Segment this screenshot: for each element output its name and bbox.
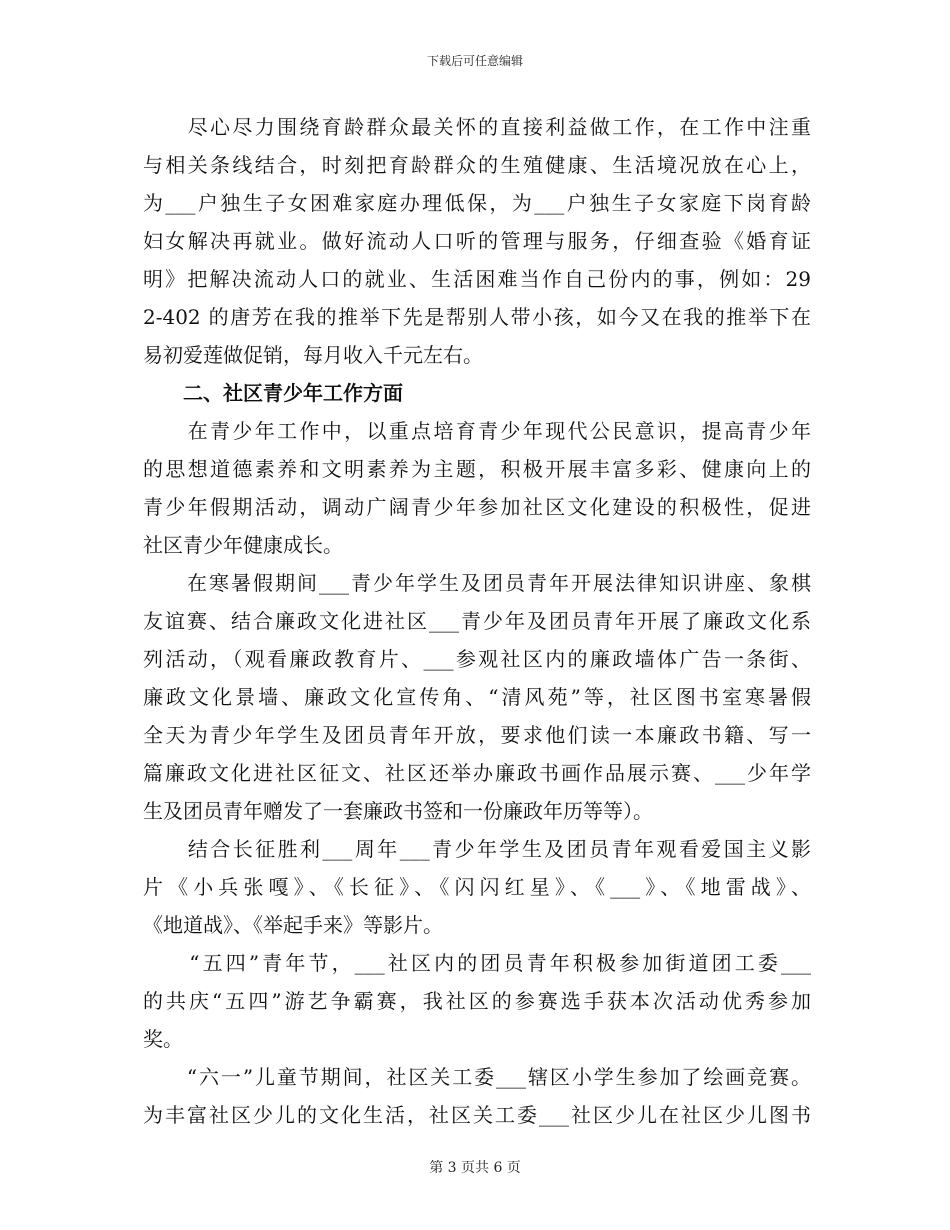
text-line: 奖。 xyxy=(143,1027,183,1051)
document-body xyxy=(143,108,811,1134)
text-line: 篇廉政文化进社区征文、社区还举办廉政书画作品展示赛、___少年学 xyxy=(143,761,811,785)
text-line: “六一”儿童节期间，社区关工委___辖区小学生参加了绘画竞赛。 xyxy=(143,1065,811,1089)
text-line: 社区青少年健康成长。 xyxy=(143,533,343,557)
text-line: 友谊赛、结合廉政文化进社区___青少年及团员青年开展了廉政文化系 xyxy=(143,609,811,633)
text-line: 《地道战》、《举起手来》等影片。 xyxy=(143,913,443,937)
text-line: 与相关条线结合，时刻把育龄群众的生殖健康、生活境况放在心上， xyxy=(143,153,811,177)
text-line: 全天为青少年学生及团员青年开放，要求他们读一本廉政书籍、写一 xyxy=(143,723,811,747)
text-line: 青少年假期活动，调动广阔青少年参加社区文化建设的积极性，促进 xyxy=(143,495,811,519)
text-line: 在青少年工作中，以重点培育青少年现代公民意识，提高青少年 xyxy=(143,419,811,443)
text-line: 的思想道德素养和文明素养为主题，积极开展丰富多彩、健康向上的 xyxy=(143,457,811,481)
text-line: 结合长征胜利___周年___青少年学生及团员青年观看爱国主义影 xyxy=(143,837,811,861)
text-line: 为丰富社区少儿的文化生活，社区关工委___社区少儿在社区少儿图书 xyxy=(143,1103,811,1127)
text-line: 在寒暑假期间___青少年学生及团员青年开展法律知识讲座、象棋 xyxy=(143,571,811,595)
text-line: 易初爱莲做促销，每月收入千元左右。 xyxy=(143,343,483,367)
text-line: 的共庆“五四”游艺争霸赛，我社区的参赛选手获本次活动优秀参加 xyxy=(143,989,811,1013)
text-line: 廉政文化景墙、廉政文化宣传角、“清风苑”等，社区图书室寒暑假 xyxy=(143,685,811,709)
section-heading: 二、社区青少年工作方面 xyxy=(143,381,403,405)
text-line: 妇女解决再就业。做好流动人口听的管理与服务，仔细查验《婚育证 xyxy=(143,229,811,253)
text-line: 明》把解决流动人口的就业、生活困难当作自己份内的事，例如：29 xyxy=(143,267,811,291)
text-line: 片《小兵张嘎》、《长征》、《闪闪红星》、《___》、《地雷战》、 xyxy=(143,875,811,899)
text-line: 列活动，（观看廉政教育片、___参观社区内的廉政墙体广告一条街、 xyxy=(143,647,811,671)
text-line: 2-402 的唐芳在我的推举下先是帮别人带小孩，如今又在我的推举下在 xyxy=(143,305,811,329)
page-footer: 第 3 页共 6 页 xyxy=(429,1160,521,1176)
text-line: 为___户独生子女困难家庭办理低保，为___户独生子女家庭下岗育龄 xyxy=(143,191,811,215)
text-line: “五四”青年节，___社区内的团员青年积极参加街道团工委___ xyxy=(143,951,811,975)
text-line: 尽心尽力围绕育龄群众最关怀的直接利益做工作，在工作中注重 xyxy=(143,115,811,139)
text-line: 生及团员青年赠发了一套廉政书签和一份廉政年历等等）。 xyxy=(143,799,653,823)
page-header: 下载后可任意编辑 xyxy=(426,54,523,68)
